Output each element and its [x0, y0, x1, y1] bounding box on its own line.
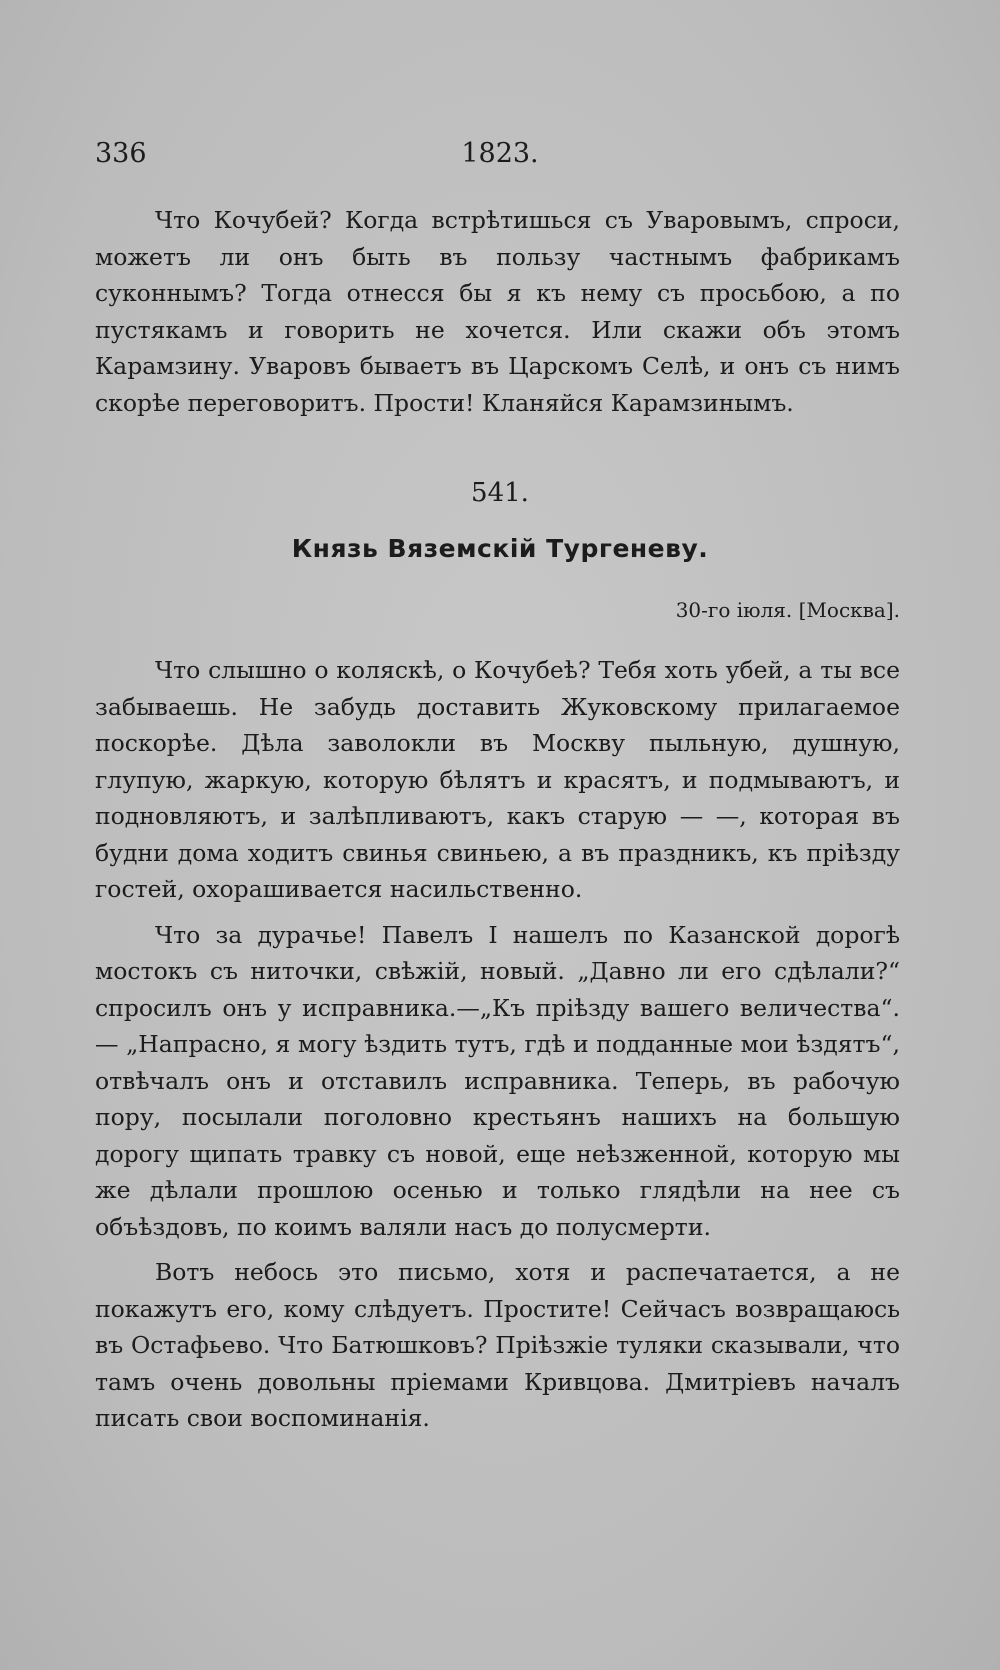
letter-body — [95, 652, 900, 1446]
letter-number: 541. — [471, 478, 529, 508]
continuation-paragraph: Что Кочубей? Когда встрѣтишься съ Уваровымъ, спроси, можетъ ли онъ быть въ пользу частнымъ фабрикамъ суконнымъ? Тогда отнесся бы я къ нему съ просьбою, а по пустякамъ и говорить не хочется. Или скажи объ этомъ Карамзину. Уваровъ бываетъ въ Царскомъ Селѣ, и онъ съ нимъ скорѣе переговоритъ. Прости! Кланяйся Карамзинымъ. — [95, 206, 900, 417]
letter-title: Князь Вяземскій Тургеневу. — [291, 534, 709, 563]
running-head — [95, 138, 905, 178]
letter-dateline: 30-го іюля. [Москва]. — [675, 598, 900, 622]
page-number: 336 — [95, 138, 147, 169]
continuation-text — [95, 202, 900, 430]
letter-paragraph: Что слышно о коляскѣ, о Кочубеѣ? Тебя хоть убей, а ты все забываешь. Не забудь доставить Жуковскому прилагаемое поскорѣе. Дѣла заволокли въ Москву пыльную, душную, глупую, жаркую, которую бѣлятъ и красятъ, и подмываютъ, и подновляютъ, и залѣпливаютъ, какъ старую — —, которая въ будни дома ходитъ свинья свиньею, а въ праздникъ, къ пріѣзду гостей, охорашивается насильственно. — [95, 656, 900, 903]
letter-paragraph: Вотъ небось это письмо, хотя и распечатается, а не покажутъ его, кому слѣдуетъ. Простите! Сейчасъ возвращаюсь въ Остафьево. Что Батюшковъ? Пріѣзжіе туляки сказывали, что тамъ очень довольны пріемами Кривцова. Дмитріевъ началъ писать свои воспоминанія. — [95, 1258, 900, 1432]
running-head-year: 1823. — [461, 138, 539, 169]
letter-paragraph: Что за дурачье! Павелъ I нашелъ по Казанской дорогѣ мостокъ съ ниточки, свѣжій, новый. „Давно ли его сдѣлали?“ спросилъ онъ у исправника.—„Къ пріѣзду вашего величества“.— „Напрасно, я могу ѣздить тутъ, гдѣ и подданные мои ѣздятъ“, отвѣчалъ онъ и отставилъ исправника. Теперь, въ рабочую пору, посылали поголовно крестьянъ нашихъ на большую дорогу щипать травку съ новой, еще неѣзженной, которую мы же дѣлали прошлою осенью и только глядѣли на нее съ объѣздовъ, по коимъ валяли насъ до полусмерти. — [95, 920, 900, 1241]
